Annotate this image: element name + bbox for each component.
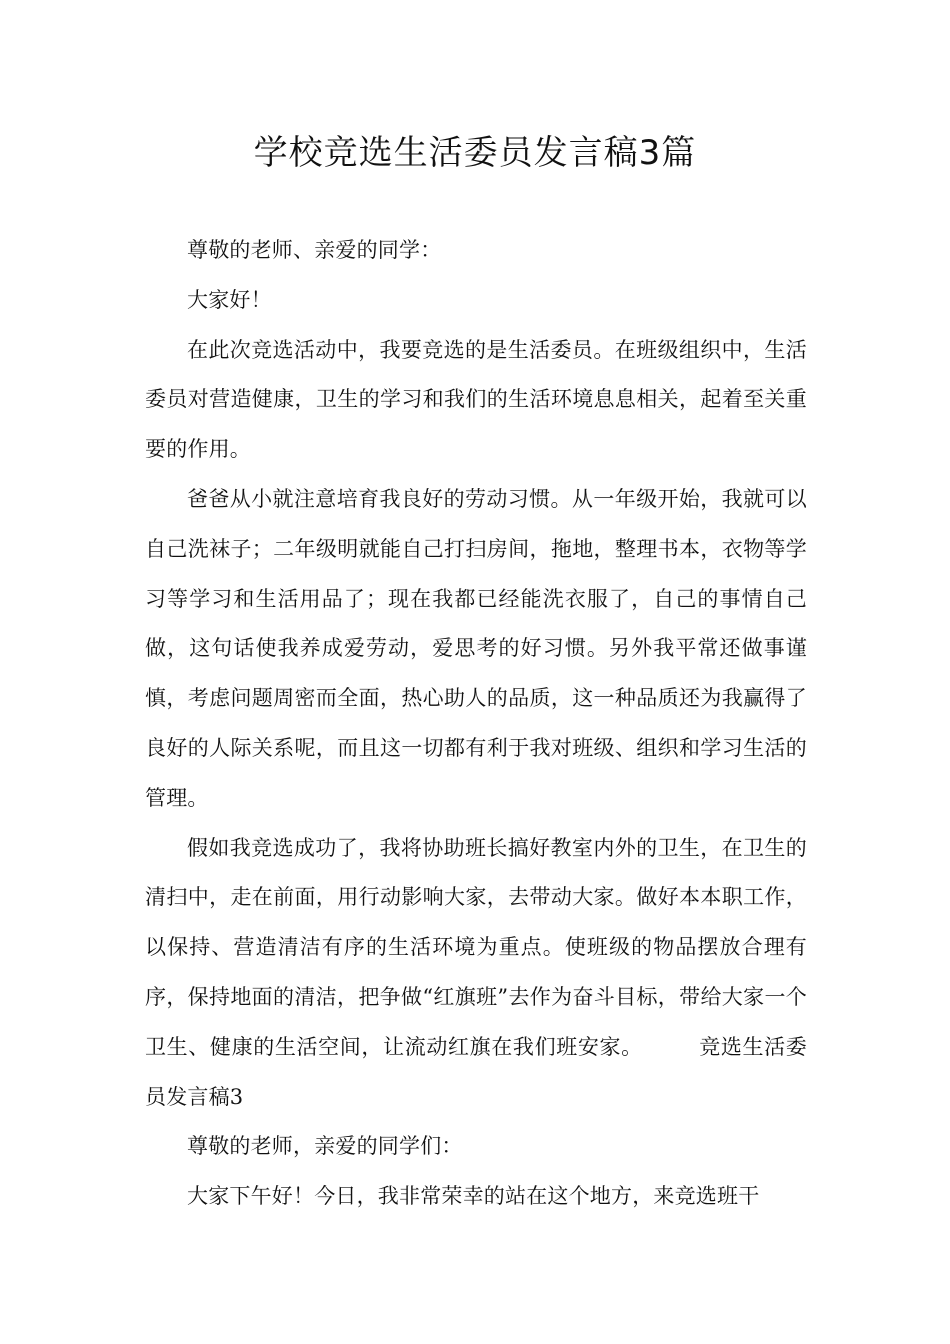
paragraph-intro: 在此次竞选活动中，我要竞选的是生活委员。在班级组织中，生活委员对营造健康，卫生的学习和我们的生活环境息息相关，起着至关重要的作用。	[145, 337, 807, 462]
paragraph-greeting-2: 大家下午好！今日，我非常荣幸的站在这个地方，来竞选班干	[187, 1184, 760, 1209]
paragraph-salutation-2: 尊敬的老师，亲爱的同学们：	[187, 1134, 463, 1159]
section-heading: 竞选生活委员发言稿3	[145, 1034, 807, 1109]
paragraph-salutation: 尊敬的老师、亲爱的同学：	[187, 238, 442, 262]
document-title: 学校竞选生活委员发言稿3篇	[253, 133, 697, 173]
paragraph-plan-text: 假如我竞选成功了，我将协助班长搞好教室内外的卫生，在卫生的清扫中，走在前面，用行动影响大家，去带动大家。做好本本职工作，以保持、营造清洁有序的生活环境为重点。使班级的物品摆放合理有序，保持地面的清洁，把争做“红旗班”去作为奋斗目标，带给大家一个卫生、健康的生活空间，让流动红旗在我们班安家。	[145, 835, 807, 1059]
document-body	[145, 226, 807, 1222]
paragraph-plan	[145, 824, 807, 1123]
paragraph-background: 爸爸从小就注意培育我良好的劳动习惯。从一年级开始，我就可以自己洗袜子；二年级明就能自己打扫房间，拖地，整理书本，衣物等学习等学习和生活用品了；现在我都已经能洗衣服了，自己的事情自己做，这句话使我养成爱劳动，爱思考的好习惯。另外我平常还做事谨慎，考虑问题周密而全面，热心助人的品质，这一种品质还为我赢得了良好的人际关系呢，而且这一切都有利于我对班级、组织和学习生活的管理。	[145, 486, 807, 810]
paragraph-greeting: 大家好！	[187, 287, 272, 312]
